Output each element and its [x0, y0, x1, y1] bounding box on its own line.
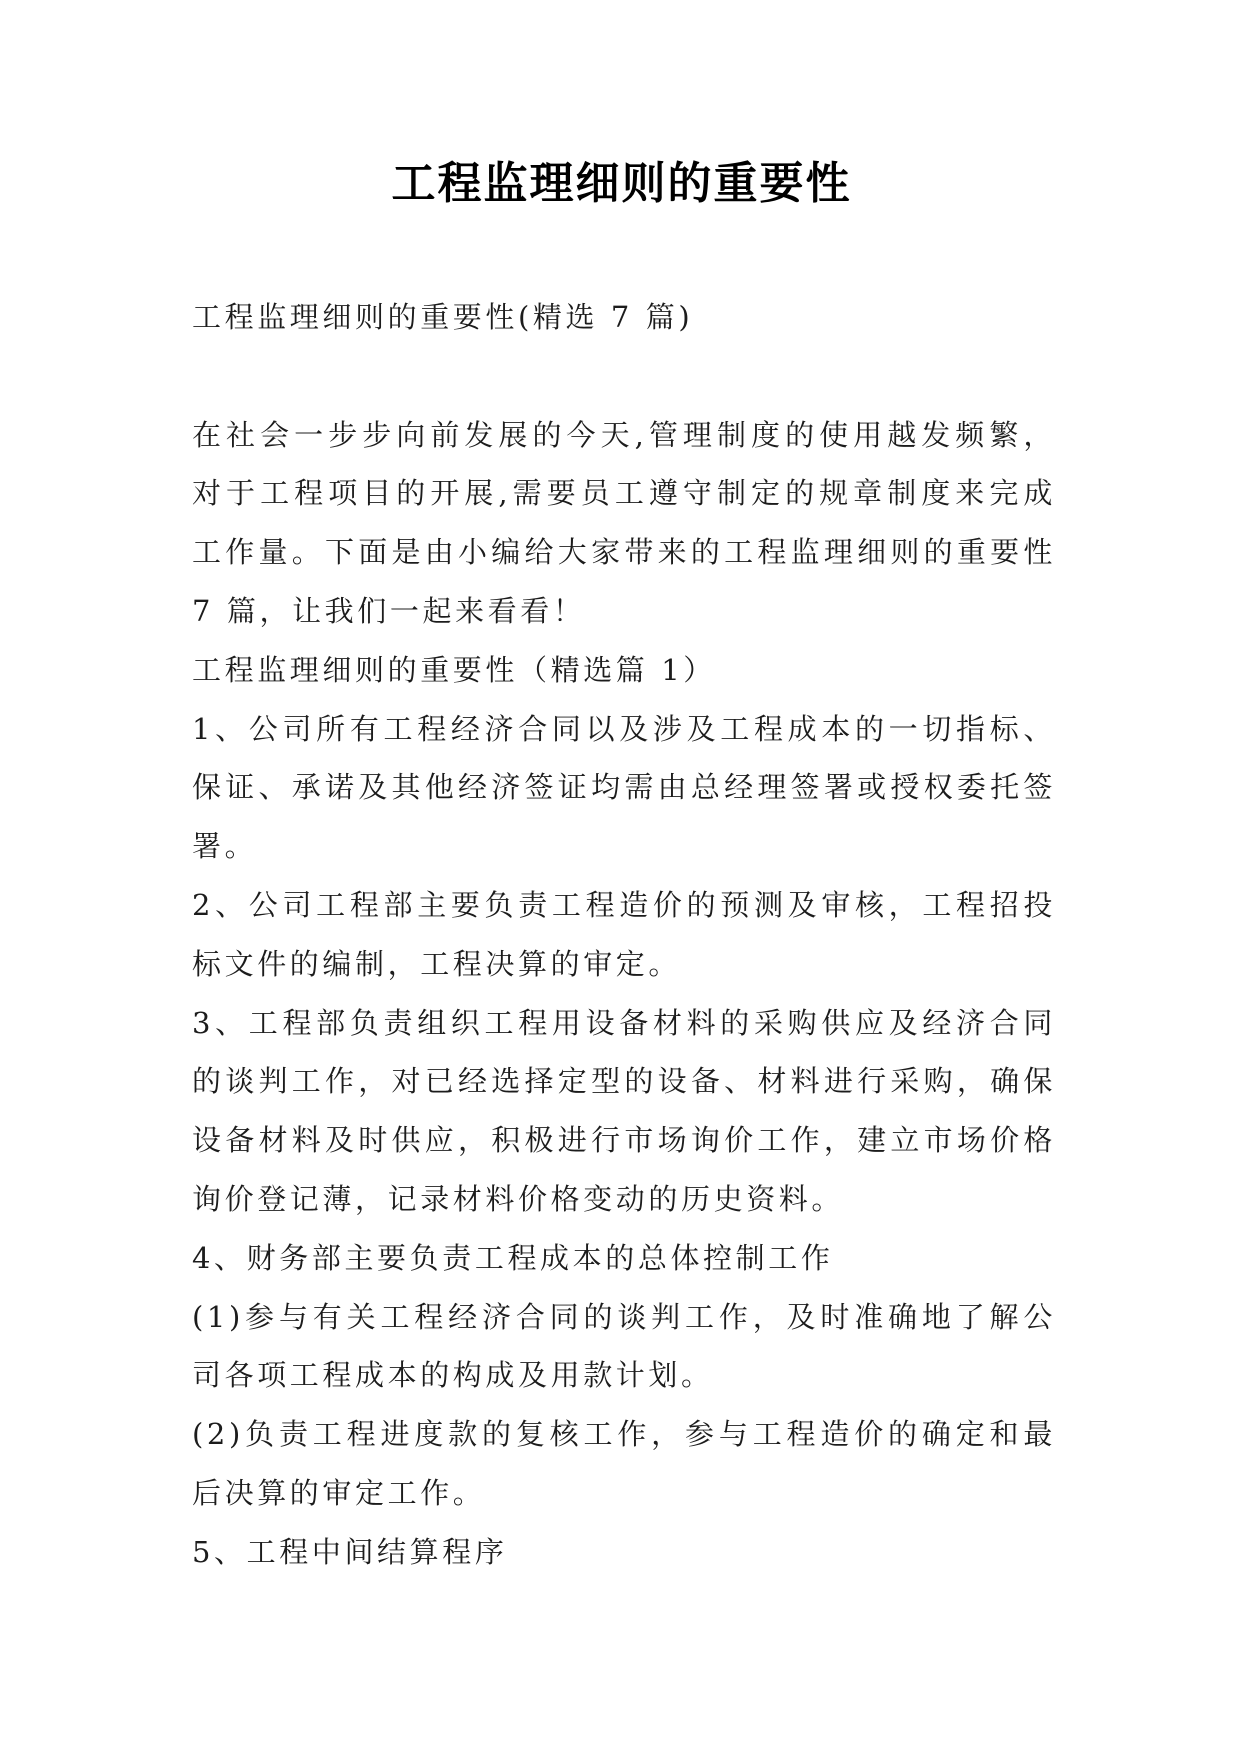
document-subtitle: 工程监理细则的重要性(精选 7 篇) [192, 300, 694, 334]
intro-line: 在社会一步步向前发展的今天,管理制度的使用越发频繁， [192, 417, 1056, 452]
clause-3-line: 的谈判工作，对已经选择定型的设备、材料进行采购，确保 [192, 1064, 1056, 1099]
clause-2-line: 标文件的编制，工程决算的审定。 [192, 946, 682, 981]
clause-3-line: 设备材料及时供应，积极进行市场询价工作，建立市场价格 [192, 1123, 1056, 1158]
clause-4-item-2-line: (2)负责工程进度款的复核工作，参与工程造价的确定和最 [192, 1417, 1056, 1452]
intro-line: 工作量。下面是由小编给大家带来的工程监理细则的重要性 [192, 535, 1056, 570]
document-body [192, 288, 1056, 1582]
clause-5-heading: 5、工程中间结算程序 [192, 1534, 508, 1569]
clause-3-line: 询价登记薄，记录材料价格变动的历史资料。 [192, 1181, 845, 1216]
clause-4-item-1-line: (1)参与有关工程经济合同的谈判工作，及时准确地了解公 [192, 1299, 1056, 1334]
clause-3-line: 3、工程部负责组织工程用设备材料的采购供应及经济合同 [192, 1005, 1056, 1040]
intro-line: 7 篇，让我们一起来看看！ [192, 593, 586, 628]
document-title: 工程监理细则的重要性 [391, 158, 852, 209]
clause-1-line: 署。 [192, 829, 258, 864]
blank-line [192, 347, 1056, 406]
intro-line: 对于工程项目的开展,需要员工遵守制定的规章制度来完成 [192, 476, 1056, 511]
clause-4-heading: 4、财务部主要负责工程成本的总体控制工作 [192, 1240, 834, 1275]
clause-4-item-1-line: 司各项工程成本的构成及用款计划。 [192, 1358, 714, 1393]
clause-2-line: 2、公司工程部主要负责工程造价的预测及审核，工程招投 [192, 887, 1056, 922]
clause-4-item-2-line: 后决算的审定工作。 [192, 1475, 486, 1510]
clause-1-line: 保证、承诺及其他经济签证均需由总经理签署或授权委托签 [192, 770, 1056, 805]
section-heading: 工程监理细则的重要性（精选篇 1） [192, 652, 716, 687]
clause-1-line: 1、公司所有工程经济合同以及涉及工程成本的一切指标、 [192, 711, 1056, 746]
